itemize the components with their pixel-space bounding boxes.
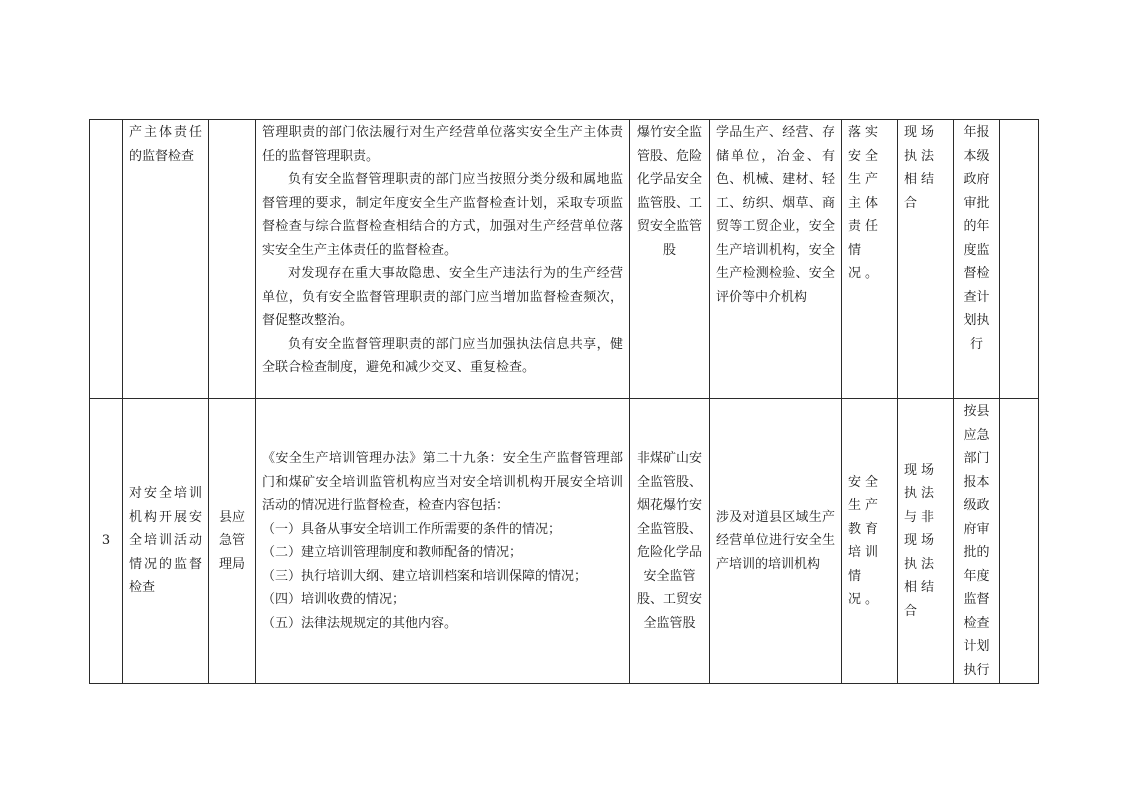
item-name-cell: 对安全培训机构开展安全培训活动情况的监督检查 [123, 399, 209, 684]
inspection-content-cell: 安全生产教育培训情况。 [842, 399, 898, 684]
remarks-cell [1000, 120, 1039, 399]
item-name-cell: 产主体责任的监督检查 [123, 120, 209, 399]
basis-line: （四）培训收费的情况； [262, 592, 406, 607]
agency-cell: 县应急管理局 [209, 399, 256, 684]
legal-basis-cell [256, 399, 630, 684]
inspection-frequency-cell: 按县应急部门报本级政府审批的年度监督检查计划执行 [954, 399, 1000, 684]
inspection-method-cell: 现场执法相结合 [898, 120, 954, 399]
row-number-cell [90, 120, 123, 399]
table-row [90, 399, 1039, 684]
basis-paragraph: 管理职责的部门依法履行对生产经营单位落实安全生产主体责任的监督管理职责。 [262, 125, 623, 164]
basis-paragraph: 负有安全监督管理职责的部门应当按照分类分级和属地监督管理的要求，制定年度安全生产监督检查计划，采取专项监督检查与综合监督检查相结合的方式，加强对生产经营单位落实安全生产主体责任的监督检查。 [262, 172, 623, 258]
basis-line: （三）执行培训大纲、建立培训档案和培训保障的情况； [262, 568, 588, 584]
table-row [90, 120, 1039, 399]
inspection-objects-cell: 学品生产、经营、存储单位，冶金、有色、机械、建材、轻工、纺织、烟草、商贸等工贸企业，安全生产培训机构，安全生产检测检验、安全评价等中介机构 [710, 120, 842, 399]
legal-basis-cell [256, 120, 630, 399]
inspection-frequency-cell: 年报本级政府审批的年度监督检查计划执行 [954, 120, 1000, 399]
row-number-cell: 3 [90, 399, 123, 684]
basis-paragraph: 对发现存在重大事故隐患、安全生产违法行为的生产经营单位，负有安全监督管理职责的部门应当增加监督检查频次，督促整改整治。 [262, 266, 623, 328]
responsible-dept-cell: 爆竹安全监管股、危险化学品安全监管股、工贸安全监管股 [630, 120, 710, 399]
basis-paragraph: 负有安全监督管理职责的部门应当加强执法信息共享，健全联合检查制度，避免和减少交叉、重复检查。 [262, 336, 623, 375]
responsible-dept-cell: 非煤矿山安全监管股、烟花爆竹安全监管股、危险化学品安全监管股、工贸安全监管股 [630, 399, 710, 684]
remarks-cell [1000, 399, 1039, 684]
basis-line: （二）建立培训管理制度和教师配备的情况； [262, 545, 523, 560]
inspection-method-cell: 现场执法与非现场执法相结合 [898, 399, 954, 684]
inspection-content-cell: 落实安全生产主体责任情况。 [842, 120, 898, 399]
inspection-items-table [89, 119, 1039, 684]
basis-line: （五）法律法规规定的其他内容。 [262, 615, 458, 631]
agency-cell [209, 120, 256, 399]
inspection-objects-cell: 涉及对道县区域生产经营单位进行安全生产培训的培训机构 [710, 399, 842, 684]
basis-line: （一）具备从事安全培训工作所需要的条件的情况； [262, 521, 562, 537]
basis-line: 《安全生产培训管理办法》第二十九条：安全生产监督管理部门和煤矿安全培训监管机构应当对安全培训机构开展安全培训活动的情况进行监督检查，检查内容包括： [262, 451, 623, 513]
